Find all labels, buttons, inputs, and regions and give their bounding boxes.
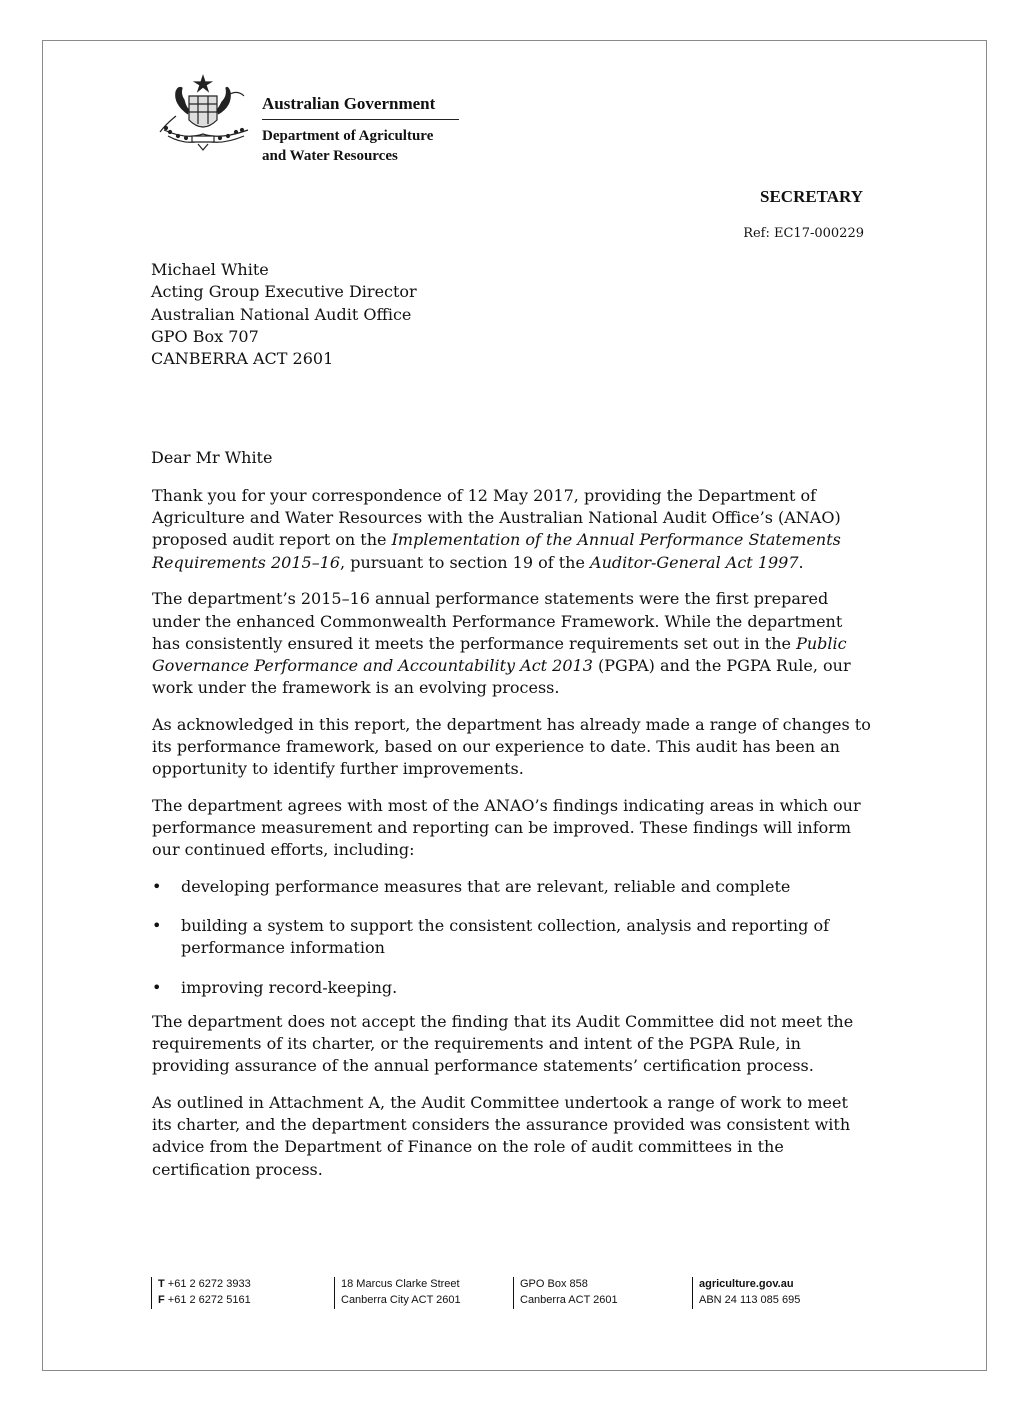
government-title: Australian Government (262, 94, 436, 113)
reference-number: Ref: EC17-000229 (743, 226, 864, 241)
paragraph-5: The department does not accept the finding that its Audit Committee did not meet the requirements of its charter, or the requirements and intent of the PGPA Rule, in providing assurance of the annual performance statements’ certification process. (152, 1011, 854, 1076)
paragraph-2: The department’s 2015–16 annual performance statements were the first prepared under the enhanced Commonwealth Performance Framework. While the department has consistently ensured it meets the performance requirements set out in the Public Governance Performance and Accountability Act 2013 (PGPA) and the PGPA Rule, our work under the framework is an evolving process. (152, 589, 851, 698)
letterhead-divider (262, 119, 459, 120)
footer-abn: ABN 24 113 085 695 (699, 1293, 801, 1306)
footer-phone: +61 2 6272 3933 (167, 1278, 251, 1290)
footer-postal-address (513, 1277, 618, 1309)
bullet-icon: • (152, 916, 162, 936)
letter-body (152, 485, 872, 1195)
list-item: • building a system to support the consistent collection, analysis and reporting of performance information (152, 916, 830, 958)
recipient-name: Michael White (151, 260, 269, 279)
footer-po-city: Canberra ACT 2601 (520, 1293, 618, 1306)
secretary-heading: SECRETARY (760, 187, 863, 206)
letter-footer (0, 1277, 1031, 1311)
footer-po-box: GPO Box 858 (520, 1278, 588, 1290)
footer-web-abn (692, 1277, 800, 1309)
footer-website: agriculture.gov.au (699, 1278, 794, 1290)
commonwealth-coat-of-arms-logo (156, 74, 256, 154)
recipient-title: Acting Group Executive Director (151, 282, 417, 302)
list-item: • improving record-keeping. (152, 977, 872, 999)
recipient-organisation: Australian National Audit Office (151, 304, 412, 324)
footer-fax: +61 2 6272 5161 (167, 1293, 251, 1306)
paragraph-4: The department agrees with most of the ANAO’s findings indicating areas in which our performance measurement and reporting can be improved. These findings will inform our continued efforts, including: (152, 795, 861, 860)
department-line-1: Department of Agriculture (262, 128, 434, 144)
department-line-2: and Water Resources (262, 148, 398, 164)
footer-street: 18 Marcus Clarke Street (341, 1278, 460, 1290)
paragraph-1: Thank you for your correspondence of 12 May 2017, providing the Department of Agriculture and Water Resources with the Australian National Audit Office’s (ANAO) proposed audit report on the Implementation of the Annual Performance Statements Requirements 2015–16, pursuant to section 19 of the Auditor-General Act 1997. (152, 486, 841, 572)
recipient-po-box: GPO Box 707 (151, 326, 259, 346)
paragraph-6: As outlined in Attachment A, the Audit Committee undertook a range of work to meet its charter, and the department considers the assurance provided was consistent with advice from the Department of Finance on the role of audit committees in the certification process. (152, 1092, 851, 1179)
recipient-city: CANBERRA ACT 2601 (151, 349, 334, 369)
footer-contact-numbers: T +61 2 6272 3933 F +61 2 6272 5161 (151, 1277, 251, 1309)
bullet-icon: • (152, 877, 162, 897)
footer-street-address (334, 1277, 461, 1309)
footer-suburb: Canberra City ACT 2601 (341, 1293, 461, 1306)
recipient-address (151, 259, 417, 370)
bullet-icon: • (152, 977, 162, 997)
improvement-list (152, 876, 872, 999)
list-item: • developing performance measures that are relevant, reliable and complete (152, 876, 872, 898)
paragraph-3: As acknowledged in this report, the department has already made a range of changes to its performance framework, based on our experience to date. This audit has been an opportunity to identify further improvements. (152, 714, 871, 779)
department-name (262, 126, 502, 166)
salutation: Dear Mr White (151, 448, 273, 467)
